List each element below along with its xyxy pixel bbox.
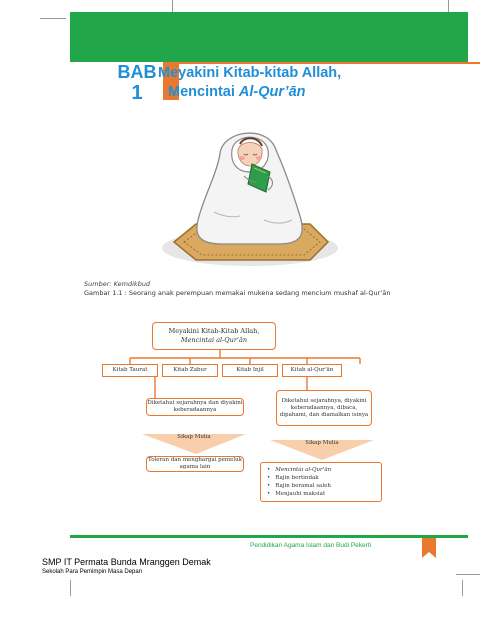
list-item: • Menjauhi maksiat bbox=[267, 490, 375, 498]
crop-mark bbox=[462, 580, 463, 596]
kitab-al-quran: Kitab al-Qur’ān bbox=[282, 364, 342, 377]
kitab-zabur: Kitab Zabur bbox=[162, 364, 218, 377]
chapter-title-line2 bbox=[158, 83, 341, 102]
list-item: • Rajin beramal saleh bbox=[267, 482, 375, 490]
girl-kissing-quran-illustration bbox=[160, 120, 340, 268]
crop-mark bbox=[70, 580, 71, 596]
right-description: Diketahui sejarahnya, diyakini keberadaannya, dibaca, dipahami, dan diamalkan isinya bbox=[276, 390, 372, 426]
right-arrow-label: Sikap Mulia bbox=[305, 440, 339, 446]
chapter-title bbox=[158, 64, 341, 102]
concept-root bbox=[152, 322, 276, 350]
kitab-injil: Kitab Injil bbox=[222, 364, 278, 377]
bab-label: BAB bbox=[117, 62, 157, 82]
figure-caption: Gambar 1.1 : Seorang anak perempuan memakai mukena sedang mencium mushaf al-Qur’ān bbox=[84, 289, 391, 297]
crop-mark bbox=[40, 18, 66, 19]
crop-mark bbox=[172, 0, 173, 12]
bab-number: 1 bbox=[131, 82, 143, 104]
book-title: Pendidikan Agama Islam dan Budi Pekerti bbox=[250, 542, 372, 549]
list-item: • Rajin bertindak bbox=[267, 474, 375, 482]
footer-line bbox=[70, 535, 468, 538]
school-name: SMP IT Permata Bunda Mranggen Demak bbox=[42, 557, 211, 567]
caption-source: Sumber: Kemdikbud bbox=[84, 280, 151, 288]
list-item: • Mencintai al-Qur’ān bbox=[267, 466, 375, 474]
chapter-title-line1: Meyakini Kitab-kitab Allah, bbox=[158, 65, 342, 81]
school-tagline: Sekolah Para Pemimpin Masa Depan bbox=[42, 569, 143, 575]
chapter-title-line2-a: Mencintai bbox=[168, 84, 239, 100]
chapter-title-line2-b: Al-Qur’ān bbox=[238, 84, 306, 100]
concept-root-line1: Meyakini Kitab-Kitab Allah, bbox=[168, 327, 260, 335]
header-bar bbox=[70, 12, 468, 62]
left-result: Toleran dan menghargai pemeluk agama lain bbox=[147, 457, 243, 470]
page-tab-marker bbox=[422, 538, 436, 558]
crop-mark bbox=[456, 574, 480, 575]
kitab-taurat: Kitab Taurat bbox=[102, 364, 158, 377]
right-result-list bbox=[260, 462, 382, 502]
left-arrow-label: Sikap Mulia bbox=[177, 434, 211, 440]
concept-map bbox=[100, 320, 390, 510]
concept-root-line2: Mencintai al-Qur’ān bbox=[180, 336, 248, 344]
crop-mark bbox=[448, 0, 449, 12]
left-description: Diketahui sejarahnya dan diyakini keberadaannya bbox=[146, 398, 244, 416]
